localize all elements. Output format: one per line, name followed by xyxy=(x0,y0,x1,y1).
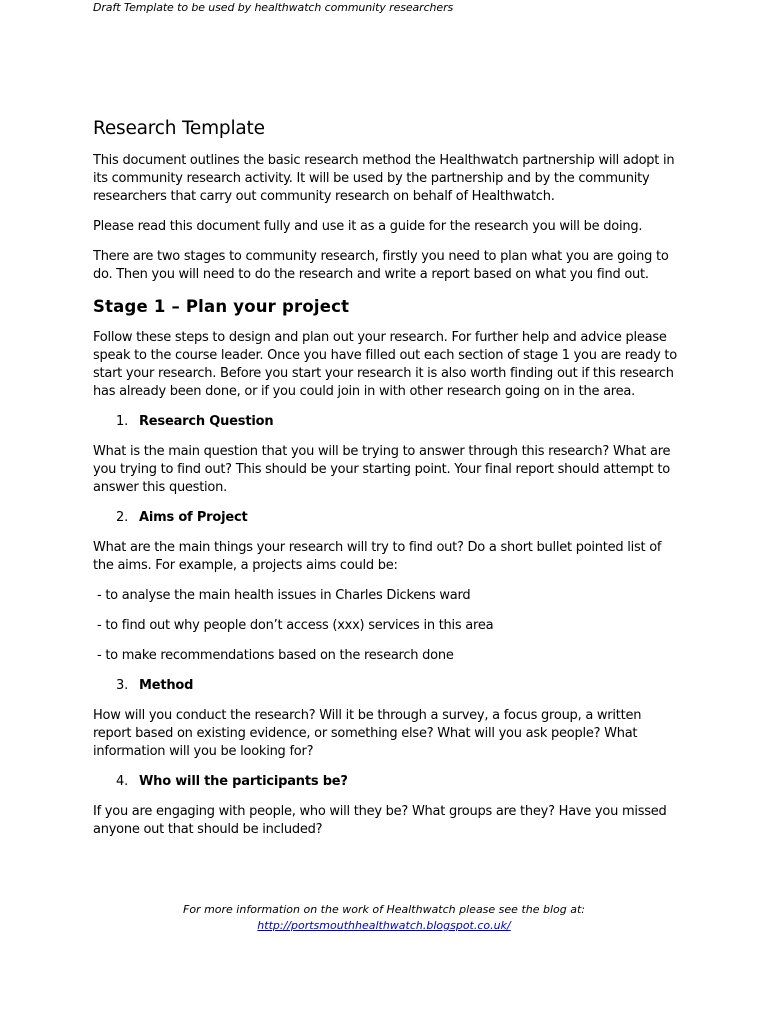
footer xyxy=(0,902,768,934)
section-label: Method xyxy=(139,678,194,693)
section-body-research-question: What is the main question that you will be trying to answer through this research? What are you trying to find out? This should be your starting point. Your final report should attempt to answer this question. xyxy=(93,444,671,495)
section-body-aims: What are the main things your research will try to find out? Do a short bullet pointed list of the aims. For example, a projects aims could be: xyxy=(93,540,662,573)
stage-1-intro: Follow these steps to design and plan out your research. For further help and advice please speak to the course leader. Once you have filled out each section of stage 1 you are ready to start your research. Before you start your research it is also worth finding out if this research has already been done, or if you could join in with other research going on in the area. xyxy=(93,330,677,399)
section-number: 1. xyxy=(116,414,129,429)
document-body xyxy=(93,118,683,851)
section-heading-participants xyxy=(93,773,683,791)
aims-bullet-2: - to find out why people don’t access (xxx) services in this area xyxy=(97,618,494,633)
section-heading-aims xyxy=(93,509,683,527)
section-label: Research Question xyxy=(139,414,274,429)
section-number: 2. xyxy=(116,510,129,525)
stage-1-heading: Stage 1 – Plan your project xyxy=(93,297,350,316)
section-heading-method xyxy=(93,677,683,695)
section-number: 4. xyxy=(116,774,129,789)
footer-text: For more information on the work of Healthwatch please see the blog at: xyxy=(183,903,585,916)
section-number: 3. xyxy=(116,678,129,693)
header-note: Draft Template to be used by healthwatch community researchers xyxy=(93,1,454,14)
section-label: Aims of Project xyxy=(139,510,248,525)
intro-paragraph-1: This document outlines the basic research method the Healthwatch partnership will adopt in its community research activity. It will be used by the partnership and by the community researchers that carry out community research on behalf of Healthwatch. xyxy=(93,153,675,204)
aims-bullet-3: - to make recommendations based on the research done xyxy=(97,648,454,663)
section-label: Who will the participants be? xyxy=(139,774,348,789)
section-body-method: How will you conduct the research? Will it be through a survey, a focus group, a written report based on existing evidence, or something else? What will you ask people? What information will you be looking for? xyxy=(93,708,642,759)
blog-link[interactable]: http://portsmouthhealthwatch.blogspot.co.uk/ xyxy=(257,919,511,932)
aims-bullet-1: - to analyse the main health issues in Charles Dickens ward xyxy=(97,588,471,603)
page-title: Research Template xyxy=(93,118,265,139)
intro-paragraph-3: There are two stages to community research, firstly you need to plan what you are going to do. Then you will need to do the research and write a report based on what you find out. xyxy=(93,249,669,282)
section-heading-research-question xyxy=(93,413,683,431)
intro-paragraph-2: Please read this document fully and use it as a guide for the research you will be doing. xyxy=(93,219,643,234)
section-body-participants: If you are engaging with people, who will they be? What groups are they? Have you missed anyone out that should be included? xyxy=(93,804,667,837)
